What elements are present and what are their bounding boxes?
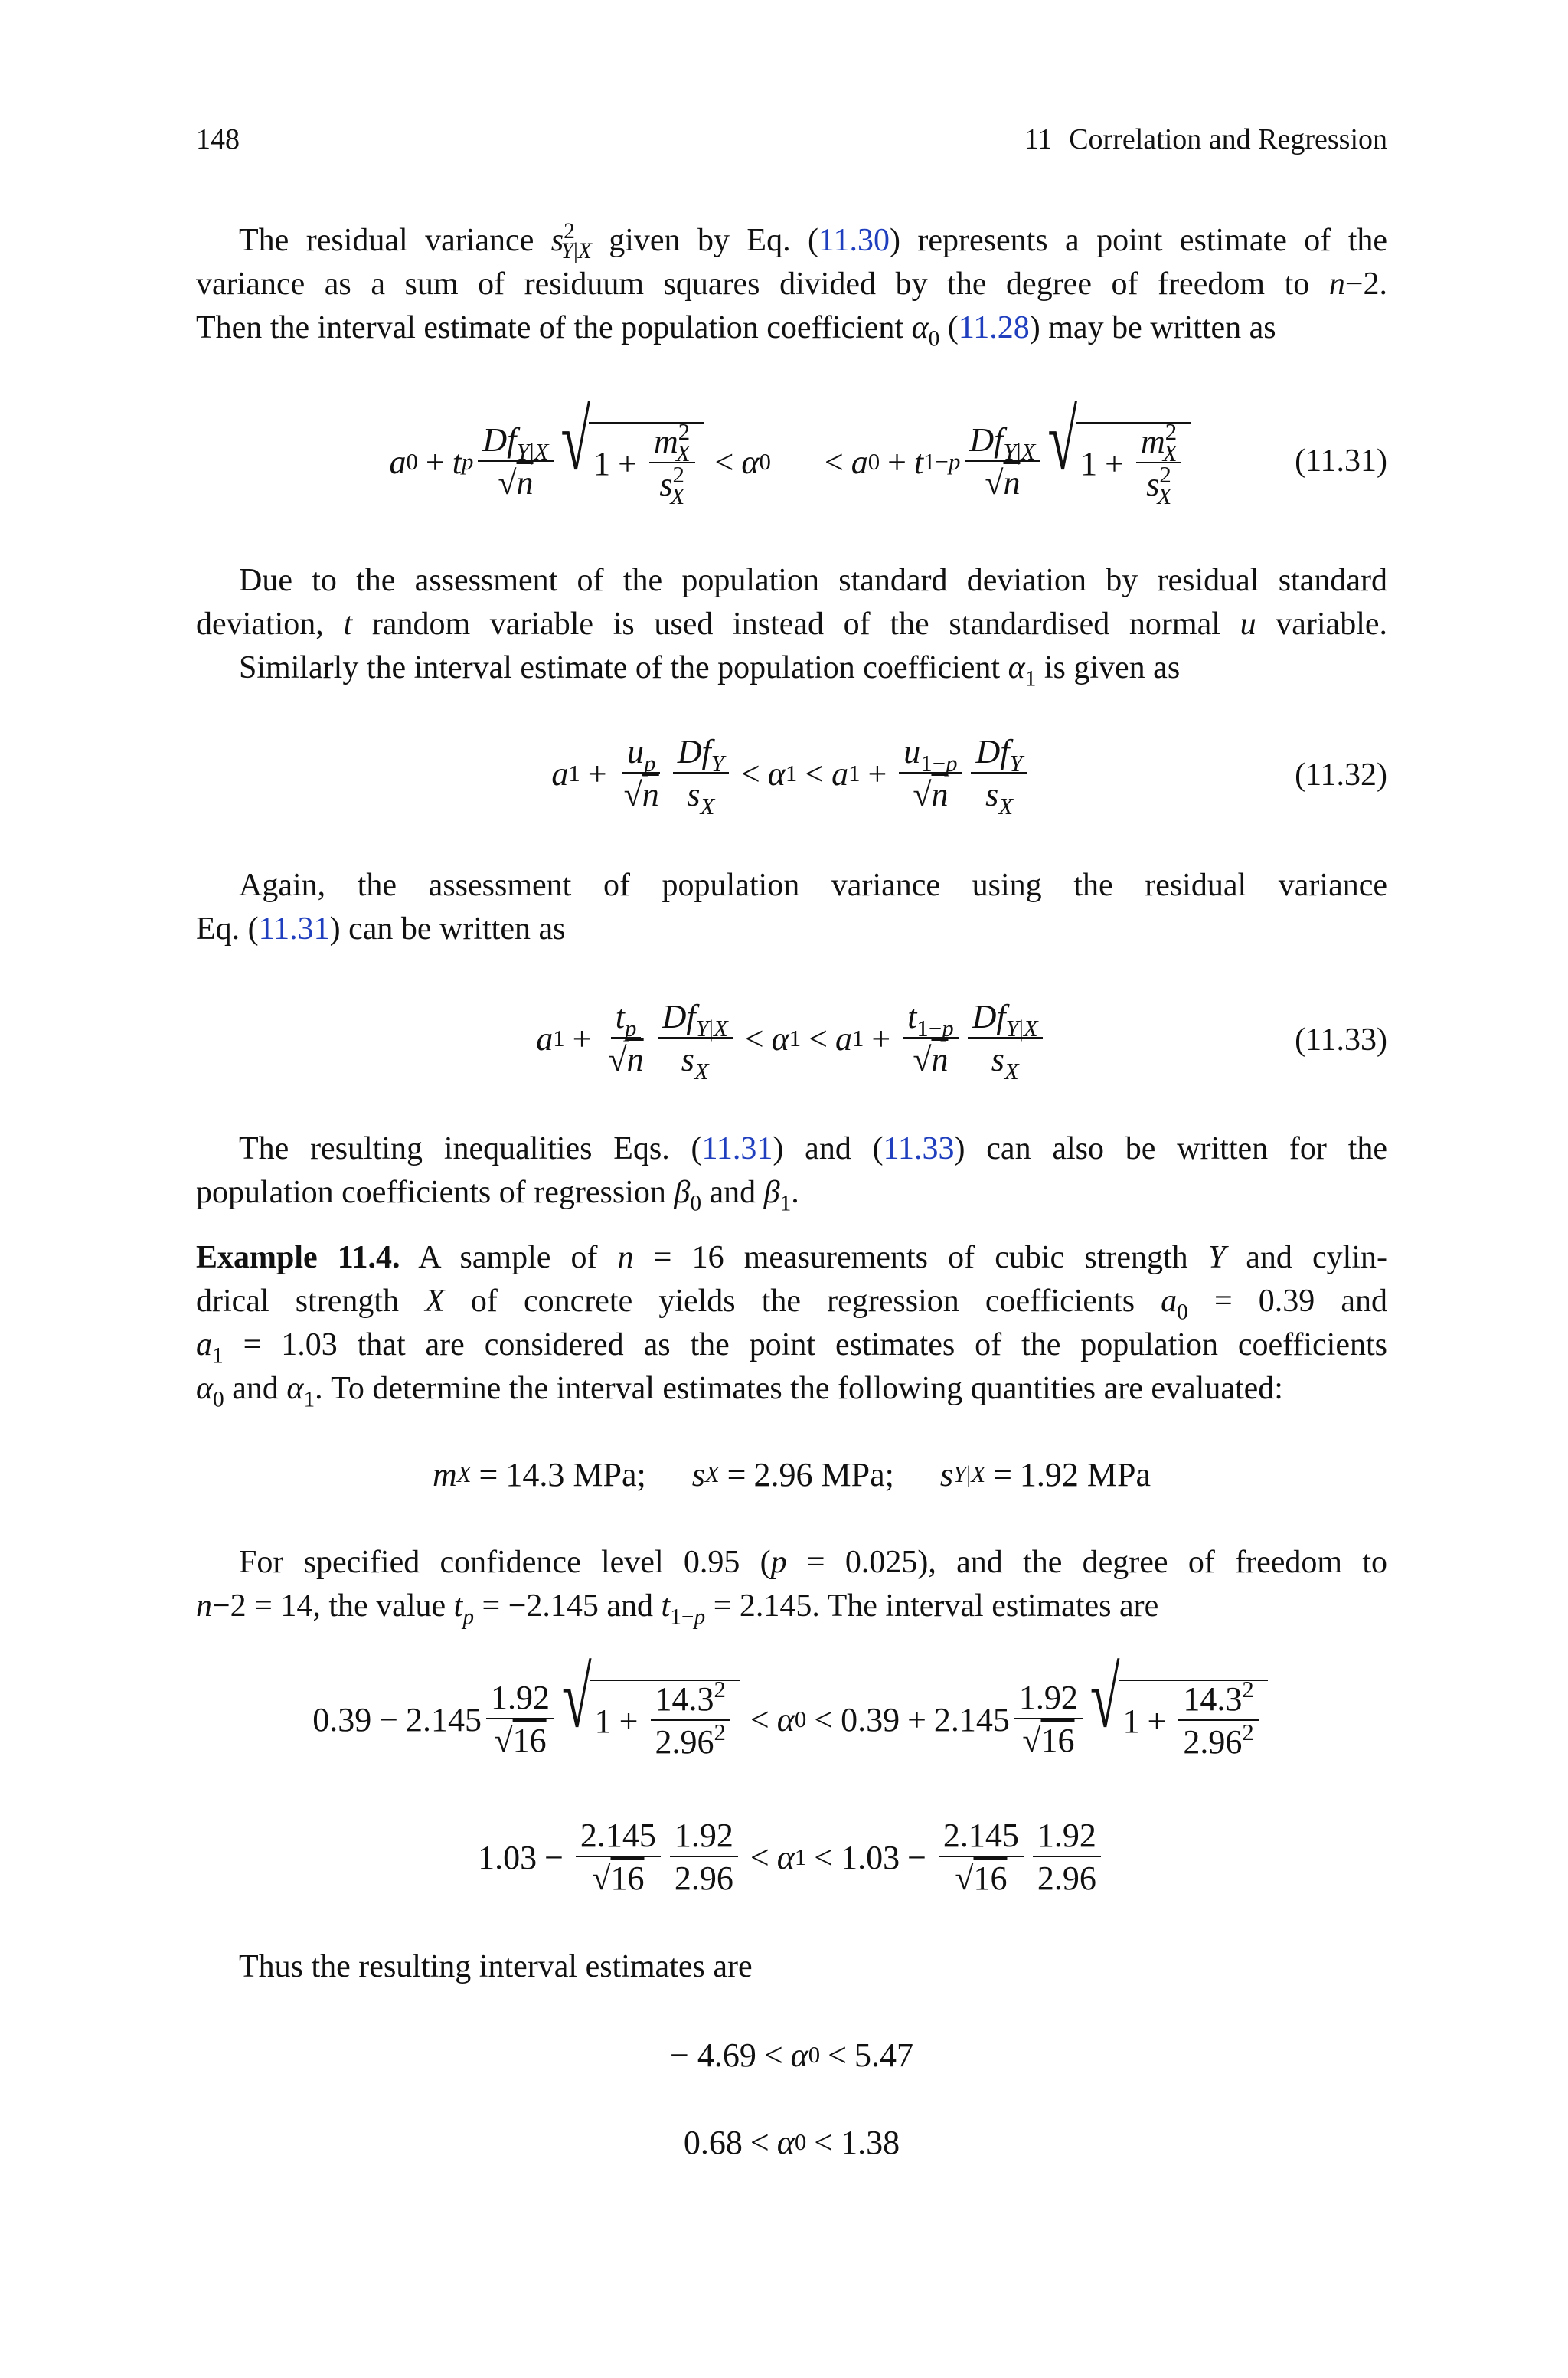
text-line: $\alpha_0$ and $\alpha_1$. To determine the interval estimates the following quantities are evaluated: xyxy=(196,1371,1283,1412)
equation-number: (11.31) xyxy=(1295,443,1387,479)
text-line: Eq. (11.31) can be written as xyxy=(196,911,566,947)
paragraph-confidence-level xyxy=(196,1541,1387,1628)
paragraph-thus xyxy=(196,1945,1387,1989)
result-alpha0: − 4.69 < α 0 < 5.47 xyxy=(670,2036,913,2074)
numeric-estimate-alpha0: 0.39 − 2.145 $\frac{1.92}{√16}$ √ 1 + $\frac{14.3^2}{2.96^2}$ < α 0 < 0.39 + 2.145 $\frac{1.92}{√16}$ √ 1 + $\frac{14.3^2}{2.96^2}$ xyxy=(196,1670,1387,1769)
equation-number: (11.33) xyxy=(1295,1022,1387,1058)
equation-11-31: a 0 + t p $\frac{Df_{Y|X}}{√n}$ √ 1 + $\frac{m^2_X}{s^2_X}$ < α 0 < a 0 + t 1−p $\frac{Df_{Y|X}}{√n}$ √ 1 + $\frac{m^2_X}{s^2_X}$ (11.31) xyxy=(389,393,1387,509)
running-header xyxy=(196,123,1387,165)
text-line: Then the interval estimate of the population coefficient $\alpha_0$ (11.28) may be written as xyxy=(196,310,1276,352)
text-line: Example 11.4. A sample of n = 16 measurements of cubic strength Y and cylin- xyxy=(196,1240,1387,1275)
text-line: For specified confidence level 0.95 (p = 0.025), and the degree of freedom to xyxy=(239,1545,1387,1580)
result-alpha1: 0.68 < α 0 < 1.38 xyxy=(683,2123,900,2161)
quantities-line: m X = 14.3 MPa; s X = 2.96 MPa; s Y|X = 1.92 MPa xyxy=(432,1455,1152,1493)
text-line: Thus the resulting interval estimates are xyxy=(239,1949,753,1984)
text-line: population coefficients of regression $\beta_0$ and $\beta_1$. xyxy=(196,1175,799,1216)
text-line: $a_1 = 1.03$ that are considered as the point estimates of the population coefficients xyxy=(196,1327,1387,1369)
equation-number: (11.32) xyxy=(1295,757,1387,793)
running-head-chapter xyxy=(1024,123,1387,156)
eq-ref-11-31-b[interactable]: 11.31 xyxy=(701,1131,773,1166)
text-line: Similarly the interval estimate of the population coefficient $\alpha_1$ is given as xyxy=(239,650,1181,692)
text-line: Due to the assessment of the population standard deviation by residual standard xyxy=(239,563,1387,598)
text-line: drical strength X of concrete yields the regression coefficients $a_0 = 0.39$ and xyxy=(196,1284,1388,1325)
text-line: n−2 = 14, the value $t_p = -2.145$ and $t_{1-p} = 2.145$. The interval estimates are xyxy=(196,1588,1159,1630)
text-line: Again, the assessment of population variance using the residual variance xyxy=(239,868,1387,903)
text-line: variance as a sum of residuum squares divided by the degree of freedom to n−2. xyxy=(196,267,1387,302)
paragraph-assessment xyxy=(196,559,1387,690)
example-label: Example 11.4. xyxy=(196,1240,400,1275)
page-number: 148 xyxy=(196,123,240,155)
chapter-number: 11 xyxy=(1024,123,1053,155)
example-11-4 xyxy=(196,1236,1387,1411)
text-line: The resulting inequalities Eqs. (11.31) and (11.33) can also be written for the xyxy=(239,1131,1387,1166)
paragraph-residual-variance xyxy=(196,219,1387,350)
equation-11-32: a 1 + $\frac{u_p}{√n}$ $\frac{Df_Y}{s_X}$ < α 1 < a 1 + $\frac{u_{1-p}}{√n}$ $\frac{Df_Y}{s_X}$ (11.32) xyxy=(551,733,1387,819)
eq-ref-11-33[interactable]: 11.33 xyxy=(883,1131,955,1166)
text-line: The residual variance $s^2_{Y|X}$ given by Eq. (11.30) represents a point estimate of the xyxy=(239,218,1387,264)
chapter-title: Correlation and Regression xyxy=(1069,123,1387,155)
equation-11-33: a 1 + $\frac{t_p}{√n}$ $\frac{Df_{Y|X}}{s_X}$ < α 1 < a 1 + $\frac{t_{1-p}}{√n}$ $\frac{Df_{Y|X}}{s_X}$ (11.33) xyxy=(536,998,1387,1084)
numeric-estimate-alpha1: 1.03 − $\frac{2.145}{√16}$ $\frac{1.92}{2.96}$ < α 1 < 1.03 − $\frac{2.145}{√16}$ $\frac{1.92}{2.96}$ xyxy=(196,1807,1387,1907)
text-line: deviation, t random variable is used instead of the standardised normal u variable. xyxy=(196,607,1387,642)
paragraph-again xyxy=(196,864,1387,951)
eq-ref-11-28[interactable]: 11.28 xyxy=(958,310,1030,345)
paragraph-resulting-inequalities xyxy=(196,1127,1387,1215)
eq-ref-11-31[interactable]: 11.31 xyxy=(258,911,330,947)
eq-ref-11-30[interactable]: 11.30 xyxy=(818,223,890,258)
